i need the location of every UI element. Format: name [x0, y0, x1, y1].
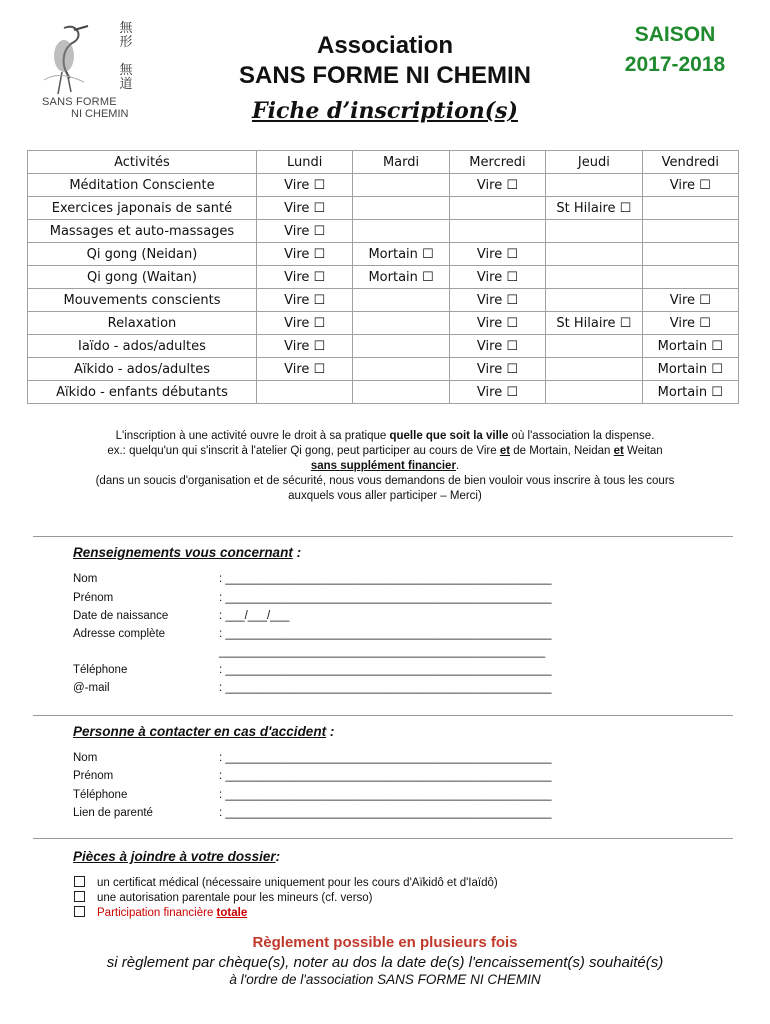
empty-cell [353, 312, 449, 335]
checkbox-icon[interactable] [74, 906, 85, 917]
table-row [28, 174, 739, 197]
activity-schedule-table [27, 150, 739, 404]
session-checkbox-cell[interactable]: Vire ☐ [449, 358, 545, 381]
field-label: Date de naissance [73, 610, 169, 622]
session-checkbox-cell[interactable]: Vire ☐ [256, 312, 352, 335]
activity-name: Iaïdo - ados/adultes [28, 335, 257, 358]
payment-heading: Règlement possible en plusieurs fois [252, 934, 518, 951]
column-header: Lundi [256, 151, 352, 174]
table-row [28, 289, 739, 312]
page-title-line1: Association [316, 32, 454, 59]
session-checkbox-cell[interactable]: Vire ☐ [449, 312, 545, 335]
empty-cell [546, 381, 642, 404]
table-header-row [28, 151, 739, 174]
session-checkbox-cell[interactable]: Vire ☐ [449, 243, 545, 266]
schedule-body [28, 174, 739, 404]
session-checkbox-cell[interactable]: Mortain ☐ [642, 381, 738, 404]
session-checkbox-cell[interactable]: Mortain ☐ [642, 358, 738, 381]
session-checkbox-cell[interactable]: Vire ☐ [449, 335, 545, 358]
column-header: Jeudi [546, 151, 642, 174]
session-checkbox-cell[interactable]: St Hilaire ☐ [546, 312, 642, 335]
table-row [28, 335, 739, 358]
document-item-parental-authorization[interactable]: une autorisation parentale pour les mineurs (cf. verso) [74, 891, 373, 904]
field-label: Nom [73, 573, 98, 585]
activity-name: Massages et auto-massages [28, 220, 257, 243]
season-block [610, 20, 740, 80]
session-checkbox-cell[interactable]: Vire ☐ [256, 335, 352, 358]
section-title-documents: Pièces à joindre à votre dossier: [73, 849, 281, 864]
column-header: Mardi [353, 151, 449, 174]
field-input-line[interactable]: : ___________________________________________________ [219, 682, 552, 694]
logo-text-line1: SANS FORME [42, 96, 117, 108]
field-label: Prénom [73, 592, 114, 604]
table-row [28, 197, 739, 220]
empty-cell [353, 289, 449, 312]
empty-cell [353, 174, 449, 197]
empty-cell [642, 266, 738, 289]
session-checkbox-cell[interactable]: Vire ☐ [449, 381, 545, 404]
field-input-line[interactable]: : ___________________________________________________ [219, 664, 552, 676]
empty-cell [353, 197, 449, 220]
session-checkbox-cell[interactable]: Mortain ☐ [642, 335, 738, 358]
empty-cell [546, 358, 642, 381]
table-row [28, 312, 739, 335]
empty-cell [546, 289, 642, 312]
session-checkbox-cell[interactable]: Vire ☐ [449, 174, 545, 197]
activity-name: Exercices japonais de santé [28, 197, 257, 220]
field-label: @-mail [73, 682, 110, 694]
session-checkbox-cell[interactable]: Vire ☐ [256, 174, 352, 197]
activity-name: Aïkido - enfants débutants [28, 381, 257, 404]
field-label: Téléphone [73, 789, 128, 801]
field-label: Nom [73, 752, 98, 764]
table-row [28, 243, 739, 266]
session-checkbox-cell[interactable]: Vire ☐ [256, 220, 352, 243]
field-input-line[interactable]: : ___________________________________________________ [219, 592, 552, 604]
heron-brush-icon [34, 20, 104, 100]
season-years: 2017-2018 [624, 53, 726, 76]
session-checkbox-cell[interactable]: Vire ☐ [642, 312, 738, 335]
session-checkbox-cell[interactable]: Vire ☐ [256, 243, 352, 266]
page-title-line2: SANS FORME NI CHEMIN [238, 62, 531, 89]
empty-cell [546, 243, 642, 266]
empty-cell [353, 335, 449, 358]
field-input-line[interactable]: : ___________________________________________________ [219, 628, 552, 640]
field-label: Lien de parenté [73, 807, 153, 819]
session-checkbox-cell[interactable]: Vire ☐ [256, 266, 352, 289]
session-checkbox-cell[interactable]: Mortain ☐ [353, 266, 449, 289]
section-divider [33, 536, 733, 537]
section-divider [33, 715, 733, 716]
column-header: Mercredi [449, 151, 545, 174]
page-subtitle: Fiche d’inscription(s) [252, 98, 518, 124]
season-label: SAISON [634, 23, 716, 46]
empty-cell [546, 266, 642, 289]
session-checkbox-cell[interactable]: Vire ☐ [449, 266, 545, 289]
section-divider [33, 838, 733, 839]
session-checkbox-cell[interactable]: Vire ☐ [256, 197, 352, 220]
logo-kanji: 無 形 無 道 [119, 21, 133, 92]
document-item-financial-participation[interactable]: Participation financière totale [74, 906, 247, 919]
table-row [28, 381, 739, 404]
session-checkbox-cell[interactable]: Vire ☐ [256, 358, 352, 381]
empty-cell [546, 335, 642, 358]
activity-name: Mouvements conscients [28, 289, 257, 312]
checkbox-icon[interactable] [74, 876, 85, 887]
session-checkbox-cell[interactable]: St Hilaire ☐ [546, 197, 642, 220]
empty-cell [546, 220, 642, 243]
empty-cell [449, 220, 545, 243]
session-checkbox-cell[interactable]: Vire ☐ [256, 289, 352, 312]
table-row [28, 220, 739, 243]
activity-name: Méditation Consciente [28, 174, 257, 197]
empty-cell [353, 358, 449, 381]
document-item-medical-certificate[interactable]: un certificat médical (nécessaire uniquement pour les cours d'Aïkidô et d'Iaïdô) [74, 876, 498, 889]
activity-name: Relaxation [28, 312, 257, 335]
checkbox-icon[interactable] [74, 891, 85, 902]
payment-note-order: à l'ordre de l'association SANS FORME NI CHEMIN [229, 972, 541, 987]
field-input-line[interactable]: ___________________________________________________ [219, 646, 546, 658]
activity-name: Aïkido - ados/adultes [28, 358, 257, 381]
empty-cell [256, 381, 352, 404]
activity-name: Qi gong (Waitan) [28, 266, 257, 289]
payment-note-cheques: si règlement par chèque(s), noter au dos la date de(s) l'encaissement(s) souhaité(s) [106, 954, 664, 971]
empty-cell [642, 220, 738, 243]
field-input-line[interactable]: : ___________________________________________________ [219, 807, 552, 819]
session-checkbox-cell[interactable]: Vire ☐ [642, 174, 738, 197]
table-row [28, 358, 739, 381]
session-checkbox-cell[interactable]: Mortain ☐ [353, 243, 449, 266]
field-label: Téléphone [73, 664, 128, 676]
field-input-line[interactable]: : ___________________________________________________ [219, 789, 552, 801]
empty-cell [353, 220, 449, 243]
column-header: Activités [28, 151, 257, 174]
field-input-line[interactable]: : ___________________________________________________ [219, 573, 552, 585]
empty-cell [353, 381, 449, 404]
activity-name: Qi gong (Neidan) [28, 243, 257, 266]
section-title-personal-info: Renseignements vous concernant : [73, 545, 302, 560]
field-input-line[interactable]: : ___________________________________________________ [219, 752, 552, 764]
section-title-emergency-contact: Personne à contacter en cas d'accident : [73, 724, 335, 739]
field-label: Prénom [73, 770, 114, 782]
column-header: Vendredi [642, 151, 738, 174]
logo-text-line2: NI CHEMIN [71, 108, 129, 120]
table-row [28, 266, 739, 289]
session-checkbox-cell[interactable]: Vire ☐ [642, 289, 738, 312]
info-paragraph: L'inscription à une activité ouvre le droit à sa pratique quelle que soit la ville où l'association la dispense. ex.: quelqu'un qui s'inscrit à l'atelier Qi gong, peut participer au cours de Vire et de Mortain, Neidan et Weitan sans supplément financier. (dans un soucis d'organisation et de sécurité, nous vous demandons de bien vouloir vous inscrire à tous les cours auxquels vous aller participer – Merci) [95, 430, 675, 502]
session-checkbox-cell[interactable]: Vire ☐ [449, 289, 545, 312]
field-input-line[interactable]: : ___________________________________________________ [219, 770, 552, 782]
empty-cell [449, 197, 545, 220]
association-logo [34, 20, 146, 122]
empty-cell [546, 174, 642, 197]
empty-cell [642, 197, 738, 220]
empty-cell [642, 243, 738, 266]
field-input-line[interactable]: : ___/___/___ [219, 610, 290, 622]
field-label: Adresse complète [73, 628, 166, 640]
